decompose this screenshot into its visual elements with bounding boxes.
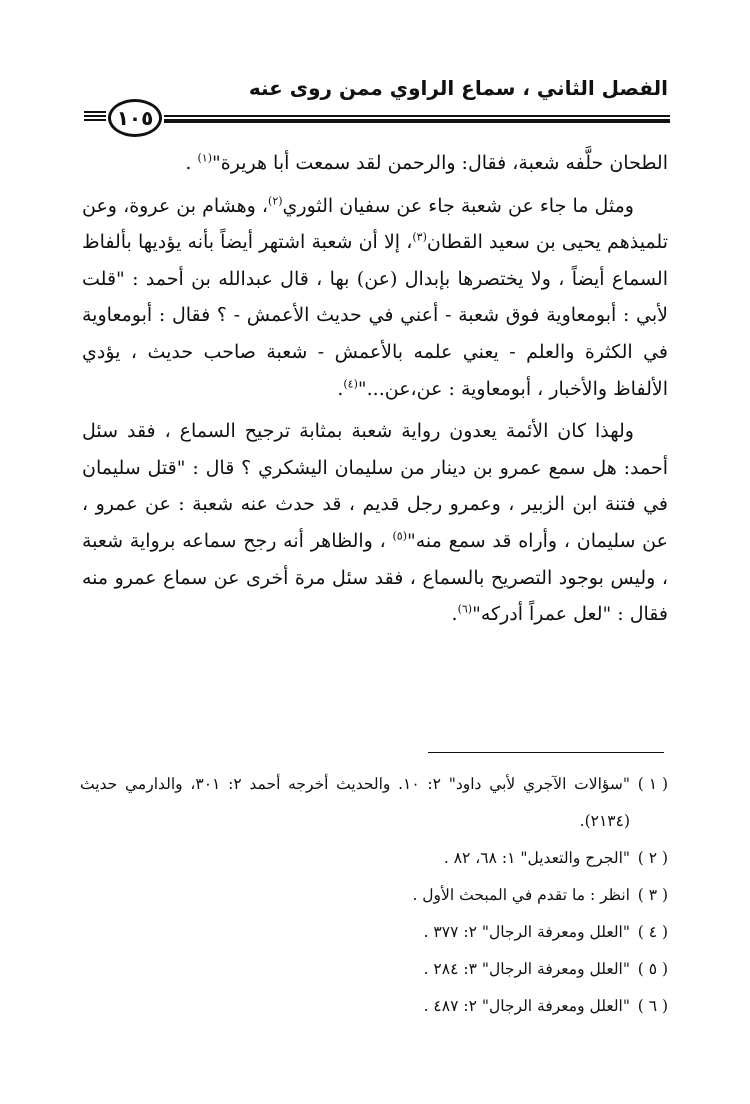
body-text [82, 145, 668, 633]
running-title: الفصل الثاني ، سماع الراوي ممن روى عنه [248, 76, 668, 100]
paragraph-1 [82, 145, 668, 182]
footnote-number: ( ٣ ) [637, 886, 668, 904]
footnote-ref: (٣) [412, 230, 427, 244]
footnote-text: "العلل ومعرفة الرجال" ٢: ٤٨٧ . [423, 997, 630, 1015]
footnote-ref: (٦) [457, 602, 473, 616]
footnote-3 [80, 877, 668, 914]
footnote-4 [80, 914, 668, 951]
paragraph-2 [82, 188, 668, 408]
footnote-number: ( ٦ ) [637, 997, 668, 1015]
footnote-number: ( ١ ) [637, 775, 668, 793]
header-rule-left [84, 111, 106, 125]
footnote-5 [80, 951, 668, 988]
page-number: ١٠٥ [108, 99, 162, 137]
text-segment: ، والظاهر أنه رجح سماعه برواية شعبة ، وليس بوجود التصريح بالسماع ، فقد سئل مرة أخرى عن سماع عمرو منه فقال : "لعل عمراً أدركه" [82, 529, 668, 626]
footnote-text: انظر : ما تقدم في المبحث الأول . [412, 886, 630, 904]
footnote-text: "العلل ومعرفة الرجال" ٢: ٣٧٧ . [423, 923, 630, 941]
footnote-ref: (٢) [268, 194, 283, 208]
footnote-ref: (١) [197, 151, 213, 165]
footnote-separator [428, 752, 664, 753]
text-segment: الطحان حلَّفه شعبة، فقال: والرحمن لقد سمعت أبا هريرة" [212, 152, 668, 174]
footnote-text: "سؤالات الآجري لأبي داود" ٢: ١٠. والحديث أخرجه أحمد ٢: ٣٠١، والدارمي حديث (٢١٣٤). [80, 775, 631, 830]
text-segment: ولهذا كان الأئمة يعدون رواية شعبة بمثابة ترجيح السماع ، فقد سئل أحمد: هل سمع عمرو بن دينار من سليمان اليشكري ؟ قال : "قتل سليمان في فتنة ابن الزبير ، وعمرو رجل قديم ، قد حدث عنه شعبة : عن عمرو ، عن سليمان ، وأراه قد سمع منه" [82, 420, 668, 552]
footnote-6 [80, 988, 668, 1025]
text-segment: . [337, 377, 344, 400]
footnotes [80, 766, 668, 1025]
header-rule [164, 115, 670, 123]
text-segment: ، إلا أن شعبة اشتهر أيضاً بأنه يؤديها بألفاظ السماع أيضاً ، ولا يختصرها بإبدال (عن) بها ، قال عبدالله بن أحمد : "قلت لأبي : أبومعاوية فوق شعبة - أعني في حديث الأعمش - ؟ فقال : أبومعاوية في الكثرة والعلم - يعني علمه بالأعمش - شعبة صاحب حديث ، يؤدي الألفاظ والأخبار ، أبومعاوية : عن،عن..." [82, 231, 668, 400]
footnote-number: ( ٥ ) [637, 960, 668, 978]
footnote-number: ( ٢ ) [637, 849, 668, 867]
footnote-text: "الجرح والتعديل" ١: ٦٨، ٨٢ . [443, 849, 630, 867]
footnote-1 [80, 766, 668, 840]
footnote-ref: (٥) [392, 529, 407, 543]
footnote-2 [80, 840, 668, 877]
footnote-text: "العلل ومعرفة الرجال" ٣: ٢٨٤ . [423, 960, 630, 978]
text-segment: ومثل ما جاء عن شعبة جاء عن سفيان الثوري [282, 194, 634, 217]
footnote-ref: (٤) [343, 377, 358, 391]
text-segment: . [451, 603, 458, 626]
paragraph-3 [82, 413, 668, 633]
text-segment: ، وهشام بن عروة، وعن تلميذهم يحيى بن سعيد القطان [82, 194, 668, 254]
text-segment: . [185, 152, 198, 174]
footnote-number: ( ٤ ) [637, 923, 668, 941]
page-number-badge [106, 98, 164, 138]
